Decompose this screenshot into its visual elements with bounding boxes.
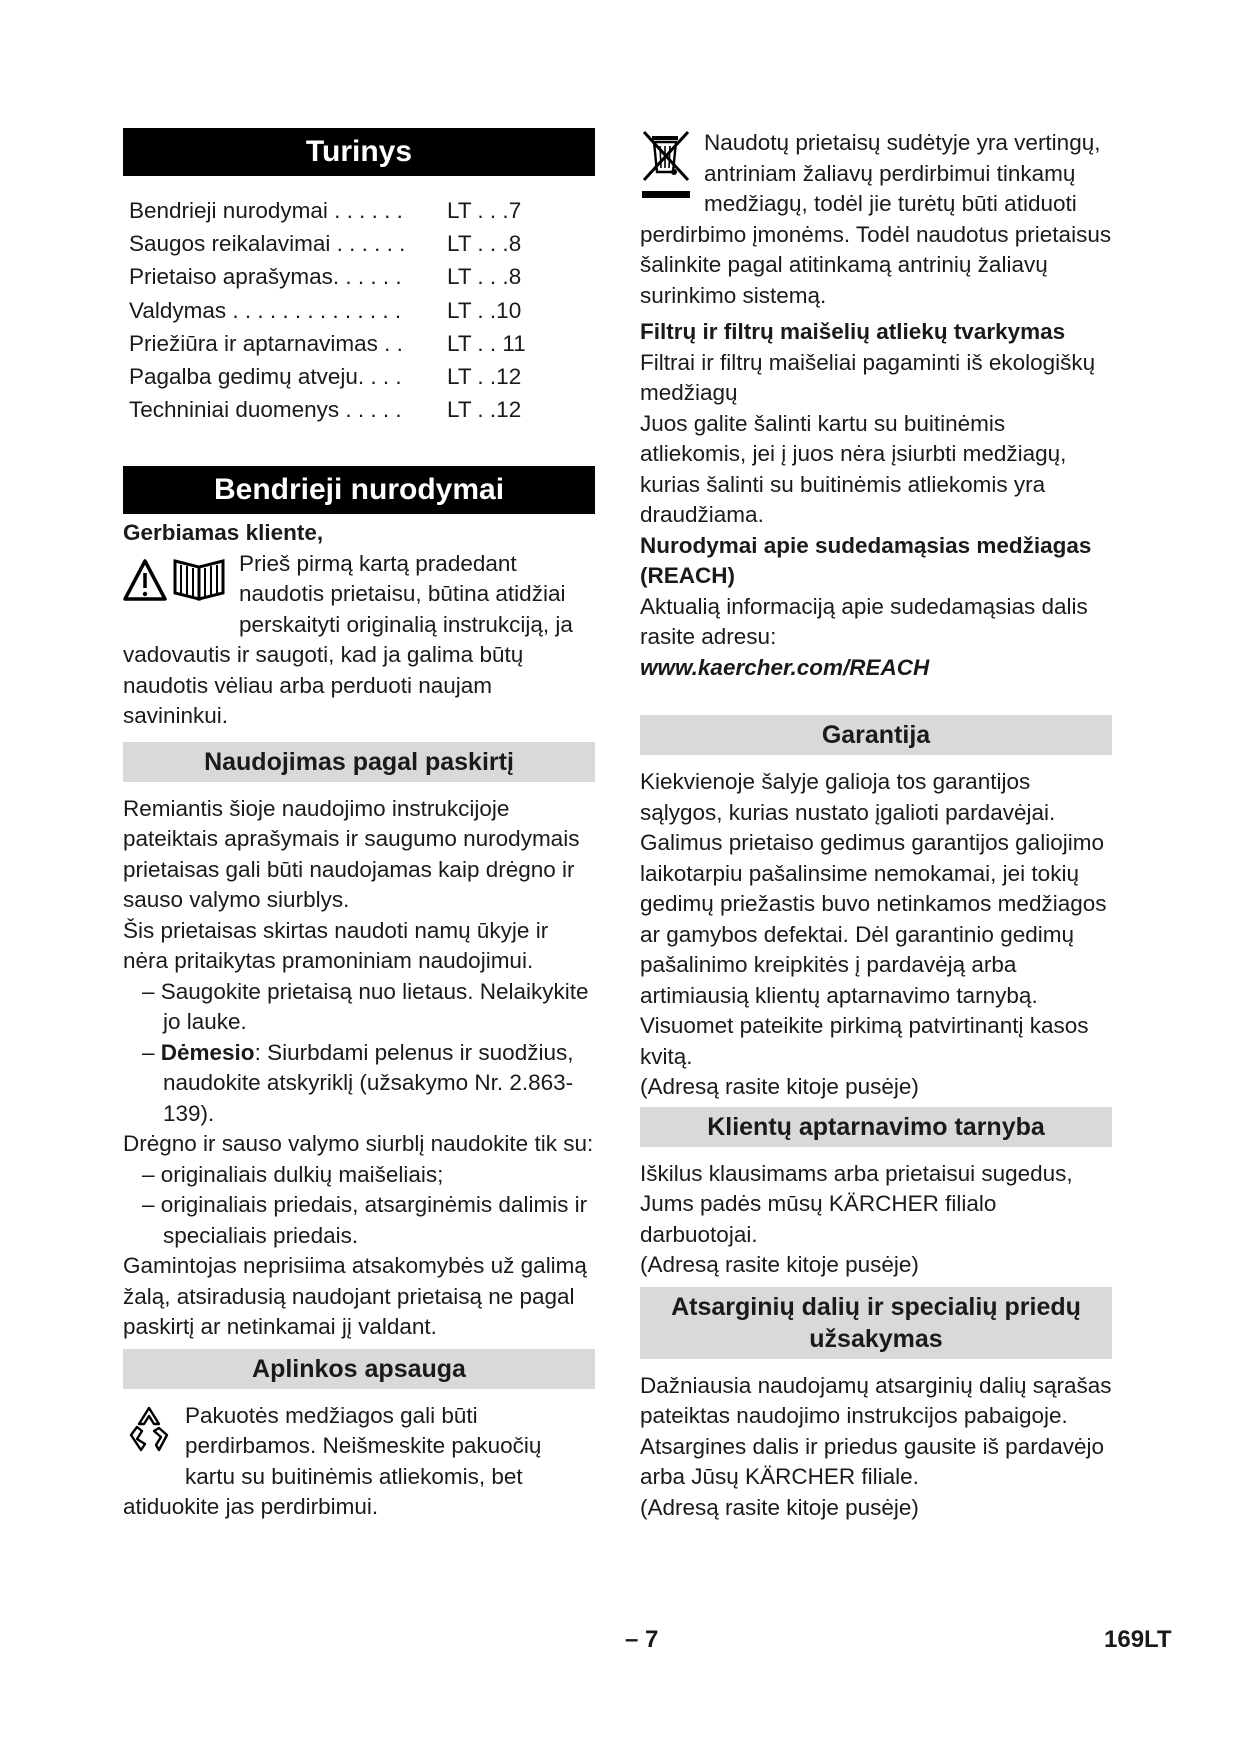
intended-use-bullet: – originaliais priedais, atsarginėmis dalimis ir specialiais priedais. — [142, 1192, 588, 1248]
page-code: 169LT — [1104, 1626, 1172, 1653]
toc-item[interactable]: Prietaiso aprašymas. . . . . . LT . . .8 — [129, 264, 522, 290]
environment-p1: Pakuotės medžiagos gali būti perdirbamos. Neišmeskite pakuočių kartu su buitinėmis atliekomis, bet atiduokite jas perdirbimui. — [123, 1402, 542, 1520]
warranty-p2: (Adresą rasite kitoje pusėje) — [640, 1074, 919, 1099]
toc-heading: Turinys — [123, 128, 595, 176]
intended-use-bullet: – Dėmesio: Siurbdami pelenus ir suodžius, naudokite atskyriklį (užsakymo Nr. 2.863-139). — [142, 1039, 574, 1126]
filter-heading: Filtrų ir filtrų maišelių atliekų tvarkymas — [640, 319, 1066, 344]
table-of-contents — [129, 194, 595, 426]
spare-parts-p1: Dažniausia naudojamų atsarginių dalių sąrašas pateiktas naudojimo instrukcijos pabaigoje. — [640, 1372, 1112, 1428]
intended-use-p3: Drėgno ir sauso valymo siurblį naudokite tik su: — [123, 1131, 594, 1157]
service-p1: Iškilus klausimams arba prietaisui sugedus, Jums padės mūsų KÄRCHER filialo darbuotojai. — [640, 1160, 1073, 1247]
service-p2: (Adresą rasite kitoje pusėje) — [640, 1252, 919, 1277]
toc-item[interactable]: Saugos reikalavimai . . . . . . LT . . .8 — [129, 231, 522, 257]
warranty-heading: Garantija — [640, 715, 1112, 755]
intended-use-p1: Remiantis šioje naudojimo instrukcijoje pateiktais aprašymais ir saugumo nurodymais prietaisas gali būti naudojamas kaip drėgno ir sauso valymo siurblys. — [123, 795, 580, 913]
toc-item[interactable]: Techniniai duomenys . . . . . LT . .12 — [129, 397, 522, 423]
right-column — [640, 128, 1112, 1523]
toc-item[interactable]: Priežiūra ir aptarnavimas . . LT . . 11 — [129, 330, 526, 356]
crossed-bin-icon — [640, 128, 694, 209]
environment-p2: Naudotų prietaisų sudėtyje yra vertingų, antriniam žaliavų perdirbimui tinkamų medžiagų, todėl jie turėtų būti atiduoti perdirbimo įmonėms. Todėl naudotus prietaisus šalinkite pagal atitinkamą antrinių žaliavų surinkimo sistemą. — [640, 130, 1112, 308]
spare-parts-p2: Atsargines dalis ir priedus gausite iš pardavėjo arba Jūsų KÄRCHER filiale. — [640, 1433, 1104, 1489]
environment-disposal-block — [640, 128, 1112, 311]
reach-p: Aktualią informaciją apie sudedamąsias dalis rasite adresu: — [640, 593, 1088, 649]
greeting: Gerbiamas kliente, — [123, 520, 324, 546]
reach-heading: Nurodymai apie sudedamąsias medžiagas (REACH) — [640, 532, 1092, 588]
environment-recycling-block — [123, 1401, 595, 1523]
reach-link-line — [640, 653, 1112, 684]
filter-p1: Filtrai ir filtrų maišeliai pagaminti iš ekologiškų medžiagų — [640, 349, 1096, 405]
intended-use-bullet: – Saugokite prietaisą nuo lietaus. Nelaikykite jo lauke. — [142, 978, 589, 1035]
environment-heading: Aplinkos apsauga — [123, 1349, 595, 1389]
service-heading: Klientų aptarnavimo tarnyba — [640, 1107, 1112, 1147]
intended-use-heading: Naudojimas pagal paskirtį — [123, 742, 595, 782]
general-heading: Bendrieji nurodymai — [123, 466, 595, 514]
general-intro-text: Prieš pirmą kartą pradedant naudotis prietaisu, būtina atidžiai perskaityti originalią instrukciją, ja vadovautis ir saugoti, kad ja galima būtų naudotis vėliau arba perduoti naujam savininkui. — [123, 550, 573, 729]
general-intro-block — [123, 549, 595, 732]
page-number: – 7 — [625, 1626, 659, 1653]
toc-item[interactable]: Valdymas . . . . . . . . . . . . . . LT . .10 — [129, 297, 522, 323]
warning-manual-icon — [123, 555, 229, 616]
toc-item[interactable]: Pagalba gedimų atveju. . . . LT . .12 — [129, 364, 522, 390]
recycling-icon — [123, 1403, 175, 1464]
intended-use-p4: Gamintojas neprisiima atsakomybės už galimą žalą, atsiradusią naudojant prietaisą ne pagal paskirtį ar netinkamai jį valdant. — [123, 1253, 587, 1340]
left-column — [123, 128, 595, 1523]
intended-use-p2: Šis prietaisas skirtas naudoti namų ūkyje ir nėra pritaikytas pramoniniam naudojimui. — [123, 917, 549, 974]
intended-use-bullet: – originaliais dulkių maišeliais; — [142, 1161, 444, 1187]
filter-p2: Juos galite šalinti kartu su buitinėmis atliekomis, jei į juos nėra įsiurbti medžiagų, kurias šalinti su buitinėmis atliekomis yra draudžiama. — [640, 410, 1067, 527]
toc-item[interactable]: Bendrieji nurodymai . . . . . . LT . . .7 — [129, 198, 522, 223]
reach-link[interactable]: www.kaercher.com/REACH — [640, 654, 930, 680]
spare-parts-p3: (Adresą rasite kitoje pusėje) — [640, 1494, 919, 1520]
spare-parts-heading: Atsarginių dalių ir specialių priedų užsakymas — [640, 1287, 1112, 1359]
warranty-p1: Kiekvienoje šalyje galioja tos garantijos sąlygos, kurias nustato įgalioti pardavėjai. Galimus prietaiso gedimus garantijos galiojimo laikotarpiu pašalinsime nemokamai, jei tokių gedimų priežastis buvo netinkamos medžiagos ar gamybos defektai. Dėl garantinio gedimų pašalinimo kreipkitės į pardavėją arba artimiausią klientų aptarnavimo tarnybą. Visuomet pateikite pirkimą patvirtinantį kasos kvitą. — [640, 769, 1107, 1069]
